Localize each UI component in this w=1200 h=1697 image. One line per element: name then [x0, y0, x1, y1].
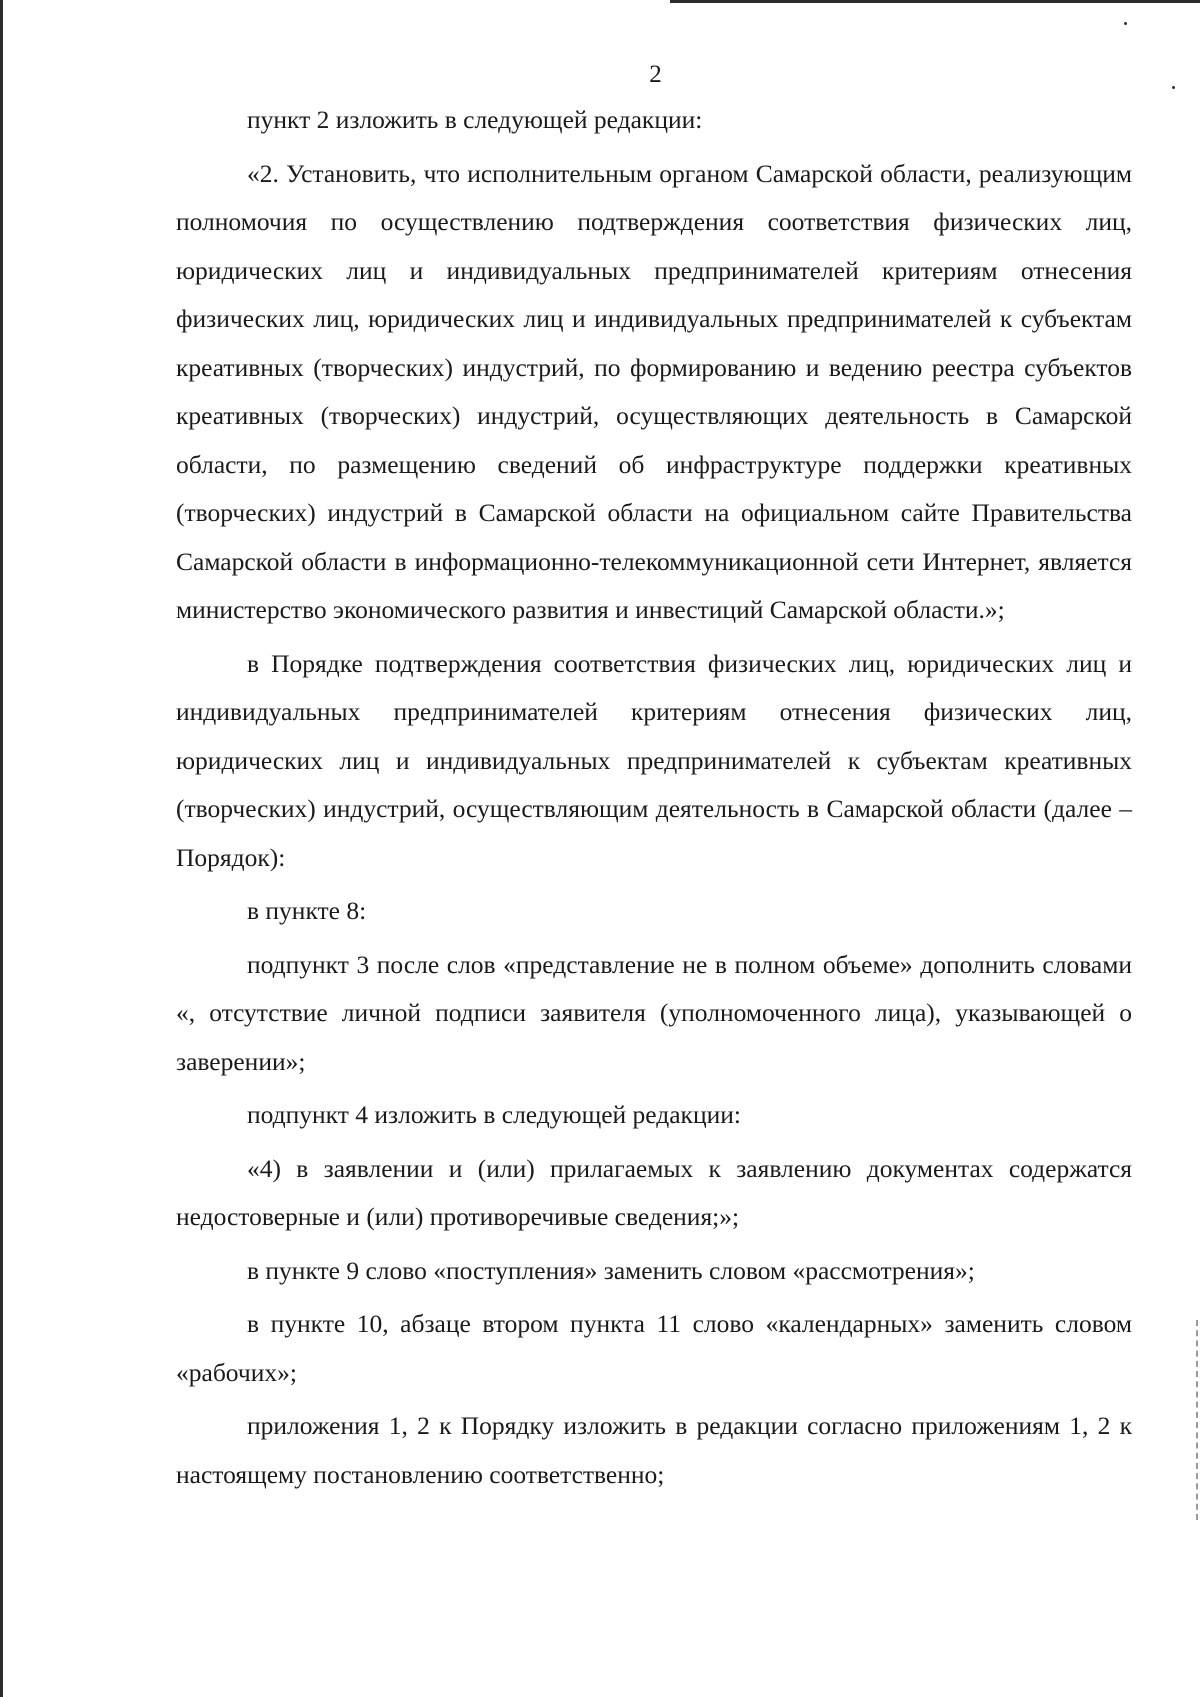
scan-left-edge: [0, 0, 3, 1697]
page-number: 2: [649, 61, 662, 88]
paragraph: пункт 2 изложить в следующей редакции:: [247, 105, 703, 134]
document-body: [176, 96, 1132, 1499]
paragraph: подпункт 4 изложить в следующей редакции:: [247, 1100, 741, 1129]
paragraph: «4) в заявлении и (или) прилагаемых к заявлению документах содержатся недостоверные и (или) противоречивые сведения;»;: [176, 1153, 1132, 1231]
scan-right-dashes: [1196, 1320, 1198, 1520]
paragraph: в пункте 8:: [247, 896, 367, 925]
scan-top-edge: [670, 0, 1200, 3]
scan-speck: [1124, 22, 1127, 25]
paragraph: в Порядке подтверждения соответствия физических лиц, юридических лиц и индивидуальных предпринимателей критериям отнесения физических лиц, юридических лиц и индивидуальных предпринимателей к субъектам креативных (творческих) индустрий, осуществляющим деятельность в Самарской области (далее – Порядок):: [176, 648, 1132, 872]
paragraph: подпункт 3 после слов «представление не в полном объеме» дополнить словами «, отсутствие личной подписи заявителя (уполномоченного лица), указывающей о заверении»;: [176, 949, 1132, 1076]
paragraph: в пункте 9 слово «поступления» заменить словом «рассмотрения»;: [247, 1255, 975, 1285]
paragraph: «2. Установить, что исполнительным органом Самарской области, реализующим полномочия по осуществлению подтверждения соответствия физических лиц, юридических лиц и индивидуальных предпринимателей критериям отнесения физических лиц, юридических лиц и индивидуальных предпринимателей к субъектам креативных (творческих) индустрий, по формированию и ведению реестра субъектов креативных (творческих) индустрий, осуществляющих деятельность в Самарской области, по размещению сведений об инфраструктуре поддержки креативных (творческих) индустрий в Самарской области на официальном сайте Правительства Самарской области в информационно-телекоммуникационной сети Интернет, является министерство экономического развития и инвестиций Самарской области.»;: [176, 158, 1132, 624]
paragraph: приложения 1, 2 к Порядку изложить в редакции согласно приложениям 1, 2 к настоящему постановлению соответственно;: [176, 1411, 1132, 1489]
paragraph: в пункте 10, абзаце втором пункта 11 слово «календарных» заменить словом «рабочих»;: [176, 1309, 1132, 1387]
